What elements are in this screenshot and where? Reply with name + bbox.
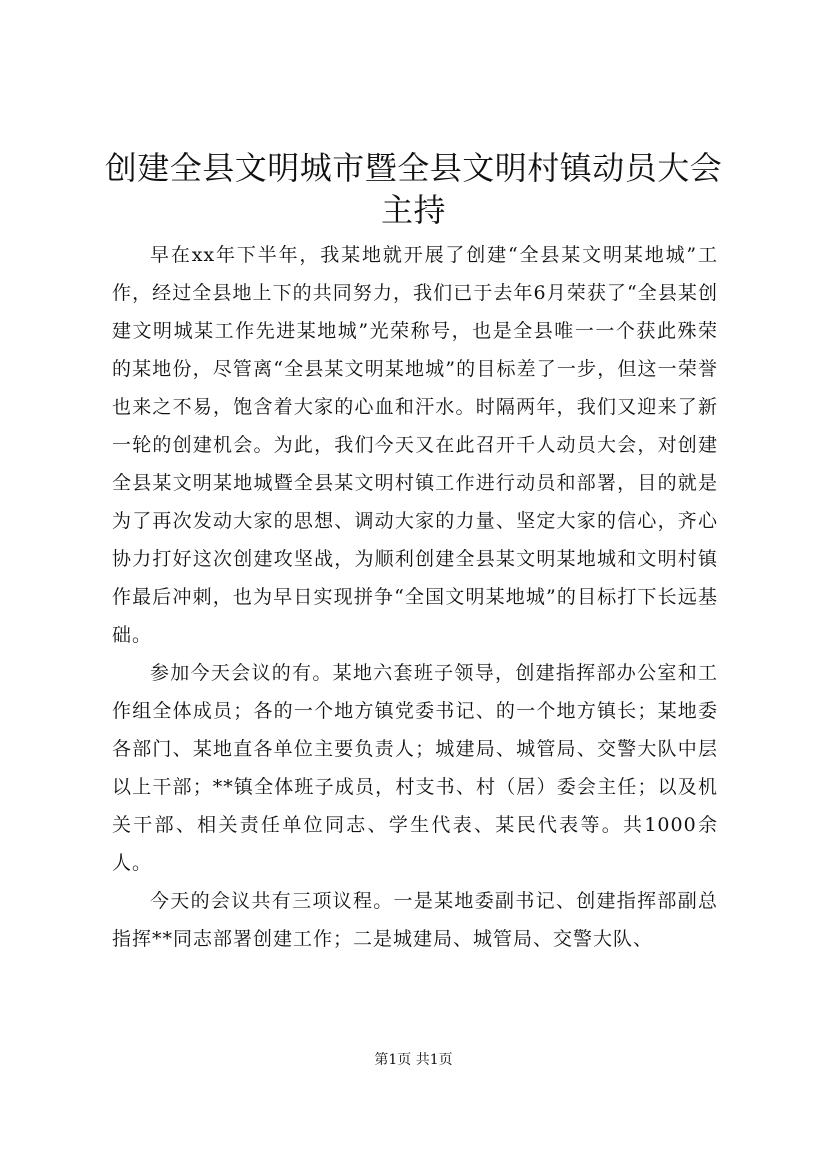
page-footer: 第1页 共1页 bbox=[374, 1052, 453, 1068]
paragraph-2: 参加今天会议的有。某地六套班子领导，创建指挥部办公室和工作组全体成员；各的一个地方镇党委书记、的一个地方镇长；某地委各部门、某地直各单位主要负责人；城建局、城管局、交警大队中层以上干部；**镇全体班子成员，村支书、村（居）委会主任；以及机关干部、相关责任单位同志、学生代表、某民代表等。共1000余人。 bbox=[112, 662, 718, 874]
document-title: 创建全县文明城市暨全县文明村镇动员大会主持 bbox=[104, 149, 723, 229]
paragraph-3: 今天的会议共有三项议程。一是某地委副书记、创建指挥部副总指挥**同志部署创建工作；二是城建局、城管局、交警大队、 bbox=[112, 890, 718, 950]
document-body bbox=[112, 236, 718, 958]
paragraph-1: 早在xx年下半年，我某地就开展了创建“全县某文明某地城”工作，经过全县地上下的共同努力，我们已于去年6月荣获了“全县某创建文明城某工作先进某地城”光荣称号，也是全县唯一一个获此殊荣的某地份，尽管离“全县某文明某地城”的目标差了一步，但这一荣誉也来之不易，饱含着大家的心血和汗水。时隔两年，我们又迎来了新一轮的创建机会。为此，我们今天又在此召开千人动员大会，对创建全县某文明某地城暨全县某文明村镇工作进行动员和部署，目的就是为了再次发动大家的思想、调动大家的力量、坚定大家的信心，齐心协力打好这次创建攻坚战，为顺利创建全县某文明某地城和文明村镇作最后冲刺，也为早日实现拼争“全国文明某地城”的目标打下长远基础。 bbox=[112, 244, 718, 646]
